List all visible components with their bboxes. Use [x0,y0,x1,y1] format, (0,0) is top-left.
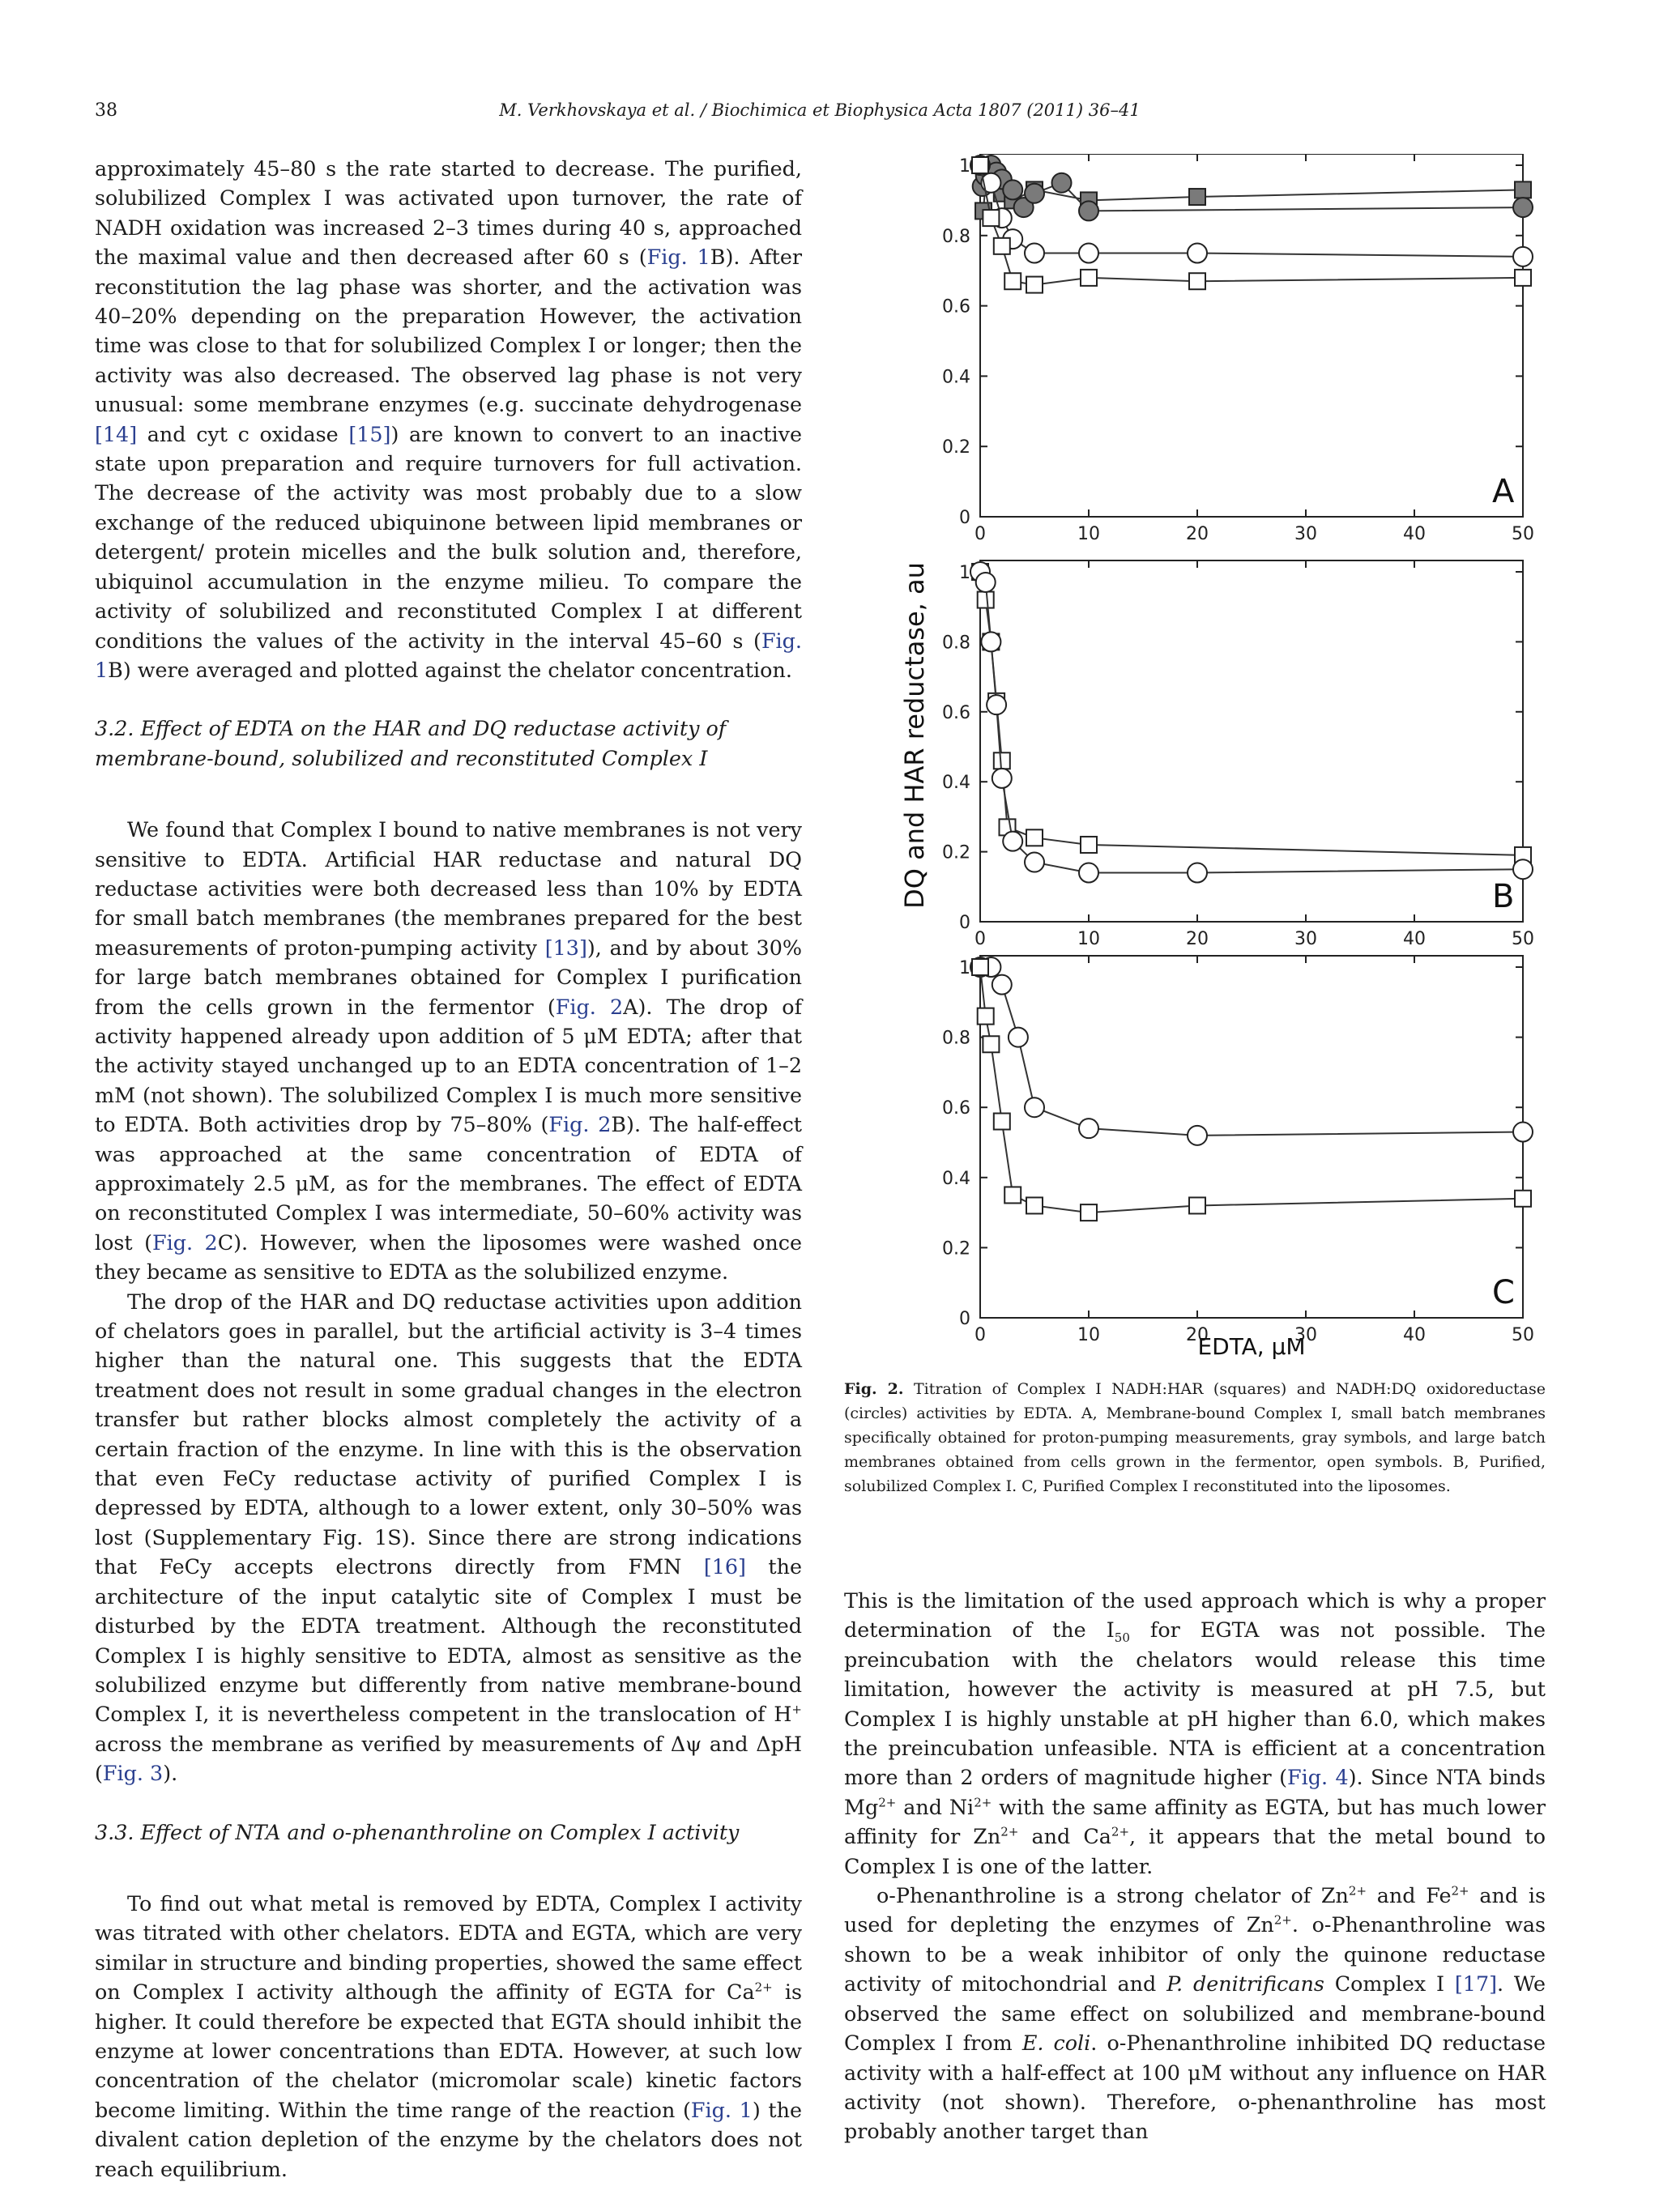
x-tick-label: 0 [975,1325,986,1345]
data-point-circle [1003,832,1022,851]
text-run: across the membrane as verified by measurements of Δψ and ΔpH ( [95,1731,802,1786]
superscript: 2+ [974,1795,992,1810]
text-run: and cyt c oxidase [137,421,349,446]
text-run: A). The drop of activity happened already upon addition of 5 μM EDTA; after that the activity stayed unchanged up to an EDTA concentration of 1–2 mM (not shown). The solubilized Complex I is much more sensitive to EDTA. Both activities drop by 75–80% ( [95,994,802,1137]
data-point-circle [1052,173,1072,193]
data-point-circle [1513,198,1533,217]
data-point-square [1515,270,1531,286]
text-run: o-Phenanthroline is a strong chelator of Zn [876,1883,1349,1908]
data-point-circle [1079,1119,1098,1138]
figure-2-chart [875,154,1555,1369]
data-point-square [1515,1191,1531,1207]
y-tick-label: 0.6 [942,296,970,318]
data-point-square [978,1008,994,1025]
x-axis-label: EDTA, μM [1197,1333,1306,1360]
x-tick-label: 0 [975,929,986,949]
x-tick-label: 40 [1403,929,1426,949]
text-run: Complex I [1324,1971,1455,1997]
text-run: ). [163,1761,178,1786]
data-point-circle [981,632,1000,651]
text-run: This is the limitation of the used approach which is why a proper determination of the I [844,1588,1546,1643]
caption-label: Fig. 2. [844,1380,904,1398]
citation-link[interactable]: [14] [95,421,138,446]
text-run: . o-Phenanthroline was shown to be a weak inhibitor of only the quinone reductase activity of mitochondrial and [844,1912,1546,1997]
data-point-square [994,1114,1010,1130]
panel-label: B [1492,878,1515,915]
citation-link[interactable]: [15] [348,421,391,446]
paragraph [844,1881,1546,2146]
x-tick-label: 50 [1512,524,1534,544]
text-run: We found that Complex I bound to native membranes is not very sensitive to EDTA. Artificial HAR reductase and natural DQ reductase activities were both decreased less than 10% by EDTA for small batch membranes (the membranes prepared for the best measurements of proton-pumping activity [95,817,802,960]
paragraph [844,1586,1546,1881]
text-run: and Ni [896,1794,975,1819]
data-point-circle [1513,1123,1533,1142]
text-run: the architecture of the input catalytic site of Complex I must be disturbed by the EDTA treatment. Although the reconstituted Complex I is highly sensitive to EDTA, almost as sensitive as the solubilized enzyme but differently from native membrane-bound Complex I, it is nevertheless competent in the translocation of H [95,1554,802,1727]
x-tick-label: 10 [1077,524,1100,544]
y-tick-label: 0 [959,1309,970,1329]
x-tick-label: 50 [1512,929,1534,949]
data-point-square [972,157,988,173]
superscript: 2+ [1111,1824,1130,1839]
text-run: B). The half-effect was approached at the same concentration of EDTA of approximately 2.5 μM, as for the membranes. The effect of EDTA on reconstituted Complex I was intermediate, 50–60% activity was lost ( [95,1112,802,1255]
series-line [980,572,1523,855]
series-line [980,967,1523,1213]
y-tick-label: 1 [959,958,970,978]
data-point-square [1026,277,1043,293]
section-heading-3-2: 3.2. Effect of EDTA on the HAR and DQ reductase activity of membrane-bound, solubilized and reconstituted Complex I [95,716,727,770]
data-point-circle [987,695,1006,714]
text-run: . o-Phenanthroline inhibited DQ reductase activity with a half-effect at 100 μM without any influence on HAR activity (not shown). Therefore, o-phenanthroline has most probably another target than [844,2031,1546,2144]
data-point-circle [1025,853,1044,872]
text-run: , it appears that the metal bound to Complex I is one of the latter. [844,1824,1546,1878]
text-run: and Fe [1367,1883,1452,1908]
data-point-circle [1513,859,1533,879]
data-point-square [1081,1204,1097,1221]
citation-link[interactable]: Fig. 2 [555,994,624,1019]
series-line [980,572,1523,873]
citation-link[interactable]: Fig. 2 [548,1112,612,1137]
data-point-square [1026,1197,1043,1213]
italic-text: P. denitrificans [1166,1971,1324,1997]
text-run: is higher. It could therefore be expected that EGTA should inhibit the enzyme at lower concentrations than EDTA. However, at such low concentration of the chelator (micromolar scale) kinetic factors become limiting. Within the time range of the reaction ( [95,1980,803,2122]
y-tick-label: 0.4 [942,367,970,388]
data-point-square [994,238,1010,254]
data-point-square [994,752,1010,769]
data-point-square [1004,273,1021,289]
citation-link[interactable]: Fig. 3 [102,1761,164,1786]
data-point-square [1081,837,1097,853]
superscript: 2+ [754,1980,773,1995]
text-run: approximately 45–80 s the rate started to decrease. The purified, solubilized Complex I was activated upon turnover, the rate of NADH oxidation was increased 2–3 times during 40 s, approached the maximal value and then decreased after 60 s ( [95,156,802,270]
superscript: 2+ [878,1795,897,1810]
data-point-circle [1003,180,1022,199]
text-run: The drop of the HAR and DQ reductase activities upon addition of chelators goes in parallel, but the artificial activity is 3–4 times higher than the natural one. This suggests that the EDTA treatment does not result in some gradual changes in the electron transfer but rather blocks almost completely the activity of a certain fraction of the enzyme. In line with this is the observation that even FeCy reductase activity of purified Complex I is depressed by EDTA, although to a lower extent, only 30–50% was lost (Supplementary Fig. 1S). Since there are strong indications that FeCy accepts electrons directly from FMN [95,1289,802,1579]
data-point-circle [1079,244,1098,263]
journal-citation: M. Verkhovskaya et al. / Biochimica et Biophysica Acta 1807 (2011) 36–41 [499,100,1141,120]
y-tick-label: 0.8 [942,633,970,654]
paragraph [95,1889,802,2184]
paragraph [95,154,802,684]
x-tick-label: 10 [1077,929,1100,949]
citation-link[interactable]: Fig. 1 [95,628,802,682]
x-tick-label: 20 [1186,524,1209,544]
paragraph [95,1287,802,1788]
series-line [980,967,1523,1136]
data-point-circle [1188,244,1207,263]
citation-link[interactable]: [13] [544,935,587,960]
superscript: 2+ [1000,1824,1019,1839]
data-point-circle [1025,184,1044,203]
citation-link[interactable]: Fig. 2 [152,1230,218,1255]
data-point-circle [992,769,1012,788]
y-tick-label: 0 [959,913,970,933]
text-run: and is used for depleting the enzymes of Zn [844,1883,1546,1937]
text-run: for EGTA was not possible. The preincubation with the chelators would release this time limitation, however the activity is measured at pH 7.5, but Complex I is highly unstable at pH higher than 6.0, which makes the preincubation unfeasible. NTA is efficient at a concentration more than 2 orders of magnitude higher ( [844,1617,1546,1790]
subscript: 50 [1114,1630,1130,1646]
y-tick-label: 0.2 [942,1238,970,1259]
panel-label: A [1492,473,1515,510]
data-point-square [1189,189,1205,205]
data-point-square [1189,273,1205,289]
figure-caption [844,1377,1546,1498]
text-run: and Ca [1018,1824,1111,1849]
data-point-square [1515,181,1531,198]
text-run: To find out what metal is removed by EDTA, Complex I activity was titrated with other chelators. EDTA and EGTA, which are very similar in structure and binding properties, showed the same effect on Complex I activity although the affinity of EGTA for Ca [95,1890,802,2005]
text-run: C). However, when the liposomes were washed once they became as sensitive to EDTA as the solubilized enzyme. [95,1230,802,1285]
caption-text: Titration of Complex I NADH:HAR (squares) and NADH:DQ oxidoreductase (circles) activities by EDTA. A, Membrane-bound Complex I, small batch membranes specifically obtained for proton-pumping measurements, gray symbols, and large batch membranes obtained from cells grown in the fermentor, open symbols. B, Purified, solubilized Complex I. C, Purified Complex I reconstituted into the liposomes. [844,1380,1546,1495]
data-point-square [972,959,988,975]
citation-link[interactable]: Fig. 1 [646,245,710,270]
data-point-circle [1513,247,1533,266]
superscript: + [791,1702,802,1717]
paragraph [95,815,802,1287]
x-tick-label: 20 [1186,929,1209,949]
citation-link[interactable]: [17] [1454,1971,1498,1997]
data-point-square [1004,1187,1021,1203]
x-tick-label: 40 [1403,1325,1426,1345]
data-point-square [978,592,994,608]
panel-label: C [1492,1274,1515,1311]
text-run: ), and by about 30% for large batch membranes obtained for Complex I purification from the cells grown in the fermentor ( [95,935,802,1019]
x-tick-label: 0 [975,524,986,544]
x-tick-label: 50 [1512,1325,1534,1345]
data-point-circle [1079,863,1098,883]
superscript: 2+ [1273,1913,1292,1928]
x-tick-label: 30 [1294,1325,1317,1345]
y-tick-label: 0.4 [942,1168,970,1189]
citation-link[interactable]: [16] [703,1554,746,1579]
data-point-square [1026,829,1043,846]
data-point-circle [1025,244,1044,263]
text-run: ) are known to convert to an inactive state upon preparation and require turnovers for full activation. The decrease of the activity was most probably due to a slow exchange of the reduced ubiquinone between lipid membranes or detergent/ protein micelles and the bulk solution and, therefore, ubiquinol accumulation in the enzyme milieu. To compare the activity of solubilized and reconstituted Complex I at different conditions the values of the activity in the interval 45–60 s ( [95,421,802,653]
y-tick-label: 1 [959,156,970,177]
data-point-circle [1188,863,1207,883]
left-column [95,154,802,2184]
section-heading-3-3: 3.3. Effect of NTA and o-phenanthroline on Complex I activity [95,1819,740,1844]
superscript: 2+ [1451,1883,1469,1899]
running-header [95,100,1545,133]
data-point-square [983,210,999,226]
citation-link[interactable]: Fig. 1 [690,2097,753,2122]
data-point-circle [1025,1097,1044,1117]
y-tick-label: 0.8 [942,1028,970,1049]
y-tick-label: 0.4 [942,773,970,794]
text-run: B). After reconstitution the lag phase was shorter, and the activation was 40–20% depending on the preparation However, the activation time was close to that for solubilized Complex I or longer; then the activity was also decreased. The observed lag phase is not very unusual: some membrane enzymes (e.g. succinate dehydrogenase [95,245,802,417]
data-point-circle [1188,1126,1207,1145]
data-point-circle [976,573,996,592]
data-point-square [983,1036,999,1052]
citation-link[interactable]: Fig. 4 [1286,1765,1349,1790]
page-number: 38 [95,100,117,121]
right-column [844,1586,1546,2146]
y-tick-label: 0.6 [942,1098,970,1119]
y-axis-label: DQ and HAR reductase, au [899,562,930,909]
y-tick-label: 0.8 [942,226,970,247]
text-run: ). Since NTA binds Mg [844,1765,1546,1819]
data-point-circle [1079,201,1098,220]
text-run: B) were averaged and plotted against the chelator concentration. [108,657,792,682]
y-tick-label: 0.2 [942,842,970,863]
data-point-circle [1009,1028,1028,1047]
y-tick-label: 0.6 [942,702,970,723]
data-point-square [1189,1197,1205,1213]
x-tick-label: 30 [1294,929,1317,949]
y-tick-label: 1 [959,563,970,583]
plot-frame [980,956,1523,1318]
data-point-circle [992,975,1012,995]
text-run: with the same affinity as EGTA, but has much lower affinity for Zn [844,1794,1546,1849]
x-tick-label: 40 [1403,524,1426,544]
y-tick-label: 0.2 [942,437,970,458]
text-run: . We observed the same effect on solubilized and membrane-bound Complex I from [844,1971,1546,2056]
italic-text: E. coli [1021,2031,1091,2056]
x-tick-label: 10 [1077,1325,1100,1345]
text-run: ) the divalent cation depletion of the enzyme by the chelators does not reach equilibrium. [95,2097,802,2181]
x-tick-label: 30 [1294,524,1317,544]
y-tick-label: 0 [959,508,970,528]
superscript: 2+ [1348,1883,1367,1899]
x-tick-label: 20 [1186,1325,1209,1345]
data-point-square [1081,270,1097,286]
